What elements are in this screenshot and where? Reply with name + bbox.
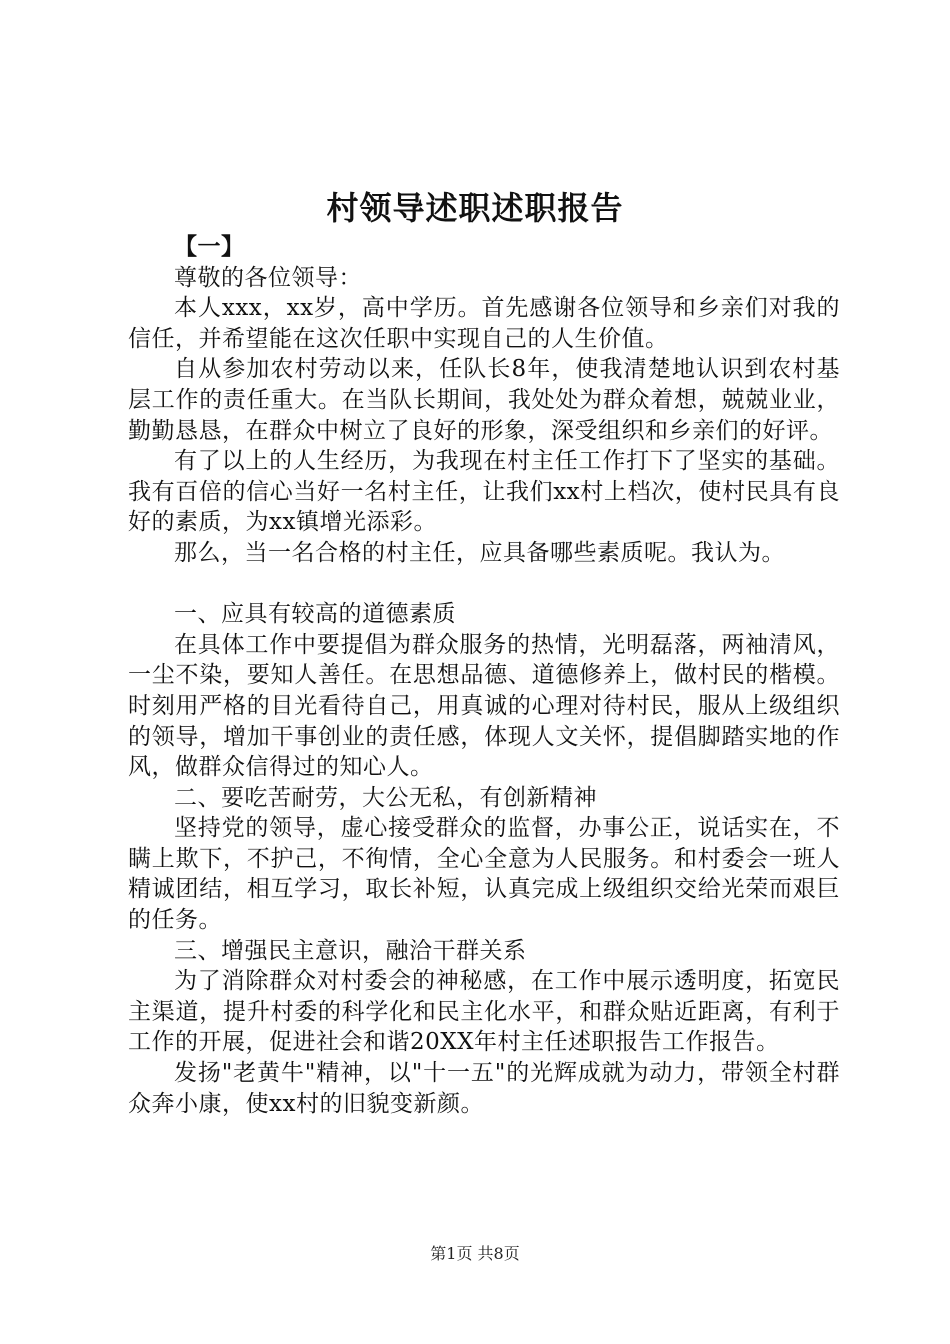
heading-democracy: 三、增强民主意识，融洽干群关系 — [174, 937, 527, 964]
document-body — [128, 232, 840, 1119]
paragraph-intro: 本人xxx，xx岁，高中学历。首先感谢各位领导和乡亲们对我的信任，并希望能在这次任职中实现自己的人生价值。 — [128, 295, 840, 352]
paragraph-moral-quality: 在具体工作中要提倡为群众服务的热情，光明磊落，两袖清风，一尘不染，要知人善任。在思想品德、道德修养上，做村民的楷模。时刻用严格的目光看待自己，用真诚的心理对待村民，服从上级组织的领导，增加干事创业的责任感，体现人文关怀，提倡脚踏实地的作风，做群众信得过的知心人。 — [128, 631, 840, 781]
heading-moral-quality: 一、应具有较高的道德素质 — [174, 601, 456, 628]
paragraph-experience: 自从参加农村劳动以来，任队长8年，使我清楚地认识到农村基层工作的责任重大。在当队长期间，我处处为群众着想，兢兢业业，勤勤恳恳，在群众中树立了良好的形象，深受组织和乡亲们的好评。 — [128, 356, 840, 444]
document-title: 村领导述职述职报告 — [326, 189, 624, 227]
heading-hard-work: 二、要吃苦耐劳，大公无私，有创新精神 — [174, 784, 597, 811]
page-number: 第1页 共8页 — [430, 1244, 520, 1263]
paragraph-foundation: 有了以上的人生经历，为我现在村主任工作打下了坚实的基础。我有百倍的信心当好一名村主任，让我们xx村上档次，使村民具有良好的素质，为xx镇增光添彩。 — [128, 448, 840, 536]
blank-line — [128, 569, 840, 600]
section-marker: 【一】 — [174, 233, 245, 260]
paragraph-hard-work: 坚持党的领导，虚心接受群众的监督，办事公正，说话实在，不瞒上欺下，不护己，不徇情，全心全意为人民服务。和村委会一班人精诚团结，相互学习，取长补短，认真完成上级组织交给光荣而艰巨的任务。 — [128, 815, 840, 934]
paragraph-question: 那么，当一名合格的村主任，应具备哪些素质呢。我认为。 — [174, 539, 785, 566]
salutation: 尊敬的各位领导： — [174, 264, 362, 291]
paragraph-democracy: 为了消除群众对村委会的神秘感，在工作中展示透明度，拓宽民主渠道，提升村委的科学化和民主化水平，和群众贴近距离，有利于工作的开展，促进社会和谐20XX年村主任述职报告工作报告。 — [128, 968, 840, 1056]
paragraph-closing: 发扬"老黄牛"精神，以"十一五"的光辉成就为动力，带领全村群众奔小康，使xx村的旧貌变新颜。 — [128, 1060, 840, 1117]
